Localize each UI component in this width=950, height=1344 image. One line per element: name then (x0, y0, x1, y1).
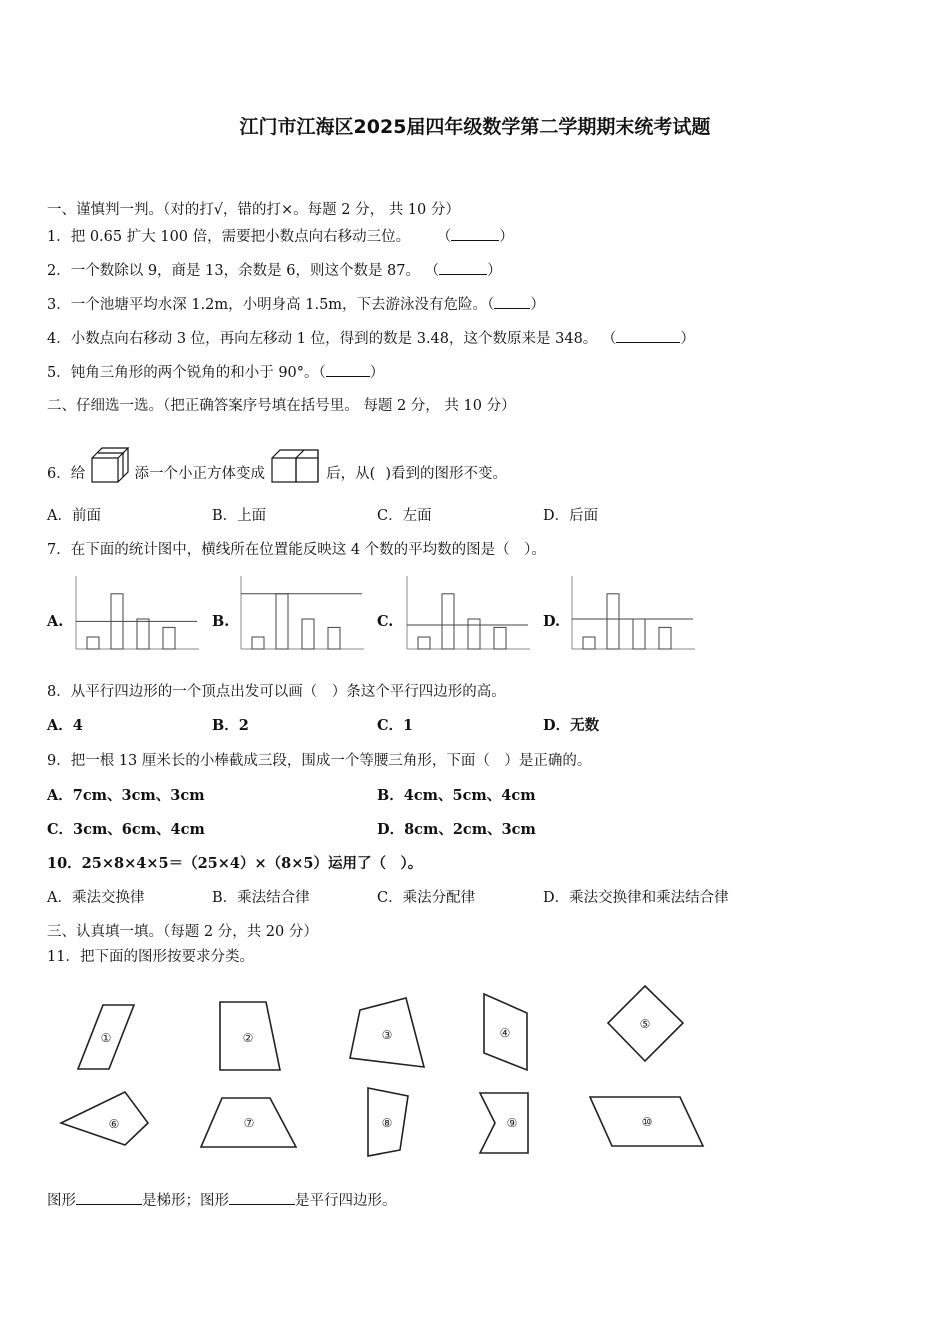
question-4-text: 4．小数点向右移动 3 位，再向左移动 1 位，得到的数是 3.48，这个数原来是 348。 (47, 331, 598, 347)
chart-B-bar-1 (252, 637, 264, 649)
answer-blank-1[interactable] (451, 226, 499, 241)
paren-open: （ (487, 297, 495, 313)
q6-option-a[interactable]: A．前面 (47, 508, 101, 524)
paren-open: （ (436, 229, 452, 245)
paren-close: ） (369, 365, 385, 381)
shape-label-4: ④ (499, 1026, 511, 1040)
question-1-text: 1．把 0.65 扩大 100 倍，需要把小数点向右移动三位。 (47, 229, 411, 245)
q9-option-a[interactable]: A．7cm、3cm、3cm (47, 787, 205, 804)
section-3-heading: 三、认真填一填。（每题 2 分，共 20 分） (47, 924, 318, 940)
chart-C-bar-3 (468, 619, 480, 649)
paren-open: （ (601, 331, 617, 347)
paren-open: （ (424, 263, 440, 279)
q10-option-b[interactable]: B．乘法结合律 (212, 890, 310, 906)
chart-B-bar-2 (276, 594, 288, 649)
question-6-text-d: )看到的图形不变。 (385, 466, 507, 482)
paren-close: ） (680, 331, 695, 347)
chart-A-bar-3 (137, 619, 149, 649)
q10-option-c[interactable]: C．乘法分配律 (377, 890, 476, 906)
question-9-text: 9．把一根 13 厘米长的小棒截成三段，围成一个等腰三角形，下面（ ）是正确的。 (47, 753, 592, 769)
chart-C-bar-4 (494, 627, 506, 649)
paren-close: ） (487, 263, 502, 279)
question-7-text: 7．在下面的统计图中，横线所在位置能反映这 4 个数的平均数的图是（ ）。 (47, 542, 546, 558)
chart-B-bar-4 (328, 627, 340, 649)
paren-close: ） (499, 229, 514, 245)
q11-answer-text-b: 是梯形；图形 (142, 1193, 229, 1209)
q11-answer-text-a: 图形 (47, 1193, 76, 1209)
q10-option-a[interactable]: A．乘法交换律 (47, 890, 145, 906)
question-3-text: 3．一个池塘平均水深 1.2m，小明身高 1.5m，下去游泳没有危险。 (47, 297, 488, 313)
shape-label-1: ① (100, 1031, 112, 1045)
q8-option-c[interactable]: C．1 (377, 717, 414, 734)
chart-A-bar-1 (87, 637, 99, 649)
q11-answer-text-c: 是平行四边形。 (295, 1193, 397, 1209)
page-title: 江门市江海区2025届四年级数学第二学期期末统考试题 (239, 116, 711, 138)
q7-option-d[interactable]: D. (543, 613, 561, 630)
chart-D-bar-4 (659, 627, 671, 649)
q8-option-b[interactable]: B．2 (212, 717, 249, 734)
question-11-answer (47, 1190, 397, 1211)
question-5-text: 5．钝角三角形的两个锐角的和小于 90°。 (47, 365, 319, 381)
question-6-text-b: 添一个小正方体变成 (134, 466, 265, 482)
question-1 (47, 226, 514, 247)
chart-D-bar-1 (583, 637, 595, 649)
shape-label-9: ⑨ (506, 1116, 518, 1130)
shape-label-7: ⑦ (243, 1116, 255, 1130)
chart-a (75, 576, 199, 652)
q10-option-d[interactable]: D．乘法交换律和乘法结合律 (543, 890, 729, 906)
chart-C-bar-1 (418, 637, 430, 649)
question-6 (47, 446, 507, 484)
answer-blank-3[interactable] (494, 294, 530, 309)
answer-blank-4[interactable] (616, 328, 680, 343)
chart-C-bar-2 (442, 594, 454, 649)
question-5 (47, 362, 384, 383)
q8-option-a[interactable]: A．4 (47, 717, 83, 734)
q7-option-c[interactable]: C. (377, 613, 394, 630)
paren-close: ） (530, 297, 545, 313)
chart-D-bar-2 (607, 594, 619, 649)
shape-label-8: ⑧ (381, 1116, 393, 1130)
question-11-text: 11．把下面的图形按要求分类。 (47, 949, 254, 965)
trapezoid-answer-blank[interactable] (76, 1190, 142, 1205)
answer-blank-5[interactable] (326, 362, 370, 377)
shape-label-2: ② (242, 1031, 254, 1045)
section-2-heading: 二、仔细选一选。（把正确答案序号填在括号里。 每题 2 分， 共 10 分） (47, 398, 516, 414)
question-4 (47, 328, 695, 349)
cube-two-icon (270, 446, 322, 484)
q9-option-d[interactable]: D．8cm、2cm、3cm (377, 821, 536, 838)
question-2 (47, 260, 502, 281)
q6-option-c[interactable]: C．左面 (377, 508, 432, 524)
answer-blank-2[interactable] (439, 260, 487, 275)
parallelogram-answer-blank[interactable] (229, 1190, 295, 1205)
q8-option-d[interactable]: D．无数 (543, 717, 600, 734)
section-1-heading: 一、谨慎判一判。（对的打√，错的打×。每题 2 分， 共 10 分） (47, 202, 460, 218)
q7-option-b[interactable]: B. (212, 613, 230, 630)
chart-A-bar-4 (163, 627, 175, 649)
question-6-text-c: 后，从( (326, 466, 376, 482)
shapes-figure (0, 980, 950, 1170)
question-2-text: 2．一个数除以 9，商是 13，余数是 6，则这个数是 87。 (47, 263, 421, 279)
chart-c (406, 576, 530, 652)
question-10-text: 10．25×8×4×5＝（25×4）×（8×5）运用了（ ）。 (47, 855, 423, 872)
q6-option-d[interactable]: D．后面 (543, 508, 599, 524)
q9-option-c[interactable]: C．3cm、6cm、4cm (47, 821, 205, 838)
chart-B-bar-3 (302, 619, 314, 649)
cube-one-icon (90, 446, 130, 484)
shape-label-3: ③ (381, 1028, 393, 1042)
question-3 (47, 294, 545, 315)
question-6-text-a: 6．给 (47, 466, 86, 482)
q7-option-a[interactable]: A. (47, 613, 64, 630)
q6-option-b[interactable]: B．上面 (212, 508, 267, 524)
shape-label-5: ⑤ (639, 1017, 651, 1031)
shape-label-6: ⑥ (108, 1117, 120, 1131)
chart-b (240, 576, 364, 652)
shape-9-arrow (480, 1093, 528, 1153)
shape-6-kite (61, 1092, 148, 1145)
shape-label-10: ⑩ (641, 1115, 653, 1129)
question-8-text: 8．从平行四边形的一个顶点出发可以画（ ）条这个平行四边形的高。 (47, 684, 506, 700)
chart-d (571, 576, 695, 652)
chart-D-bar-3 (633, 619, 645, 649)
q9-option-b[interactable]: B．4cm、5cm、4cm (377, 787, 536, 804)
paren-open: （ (318, 365, 326, 381)
